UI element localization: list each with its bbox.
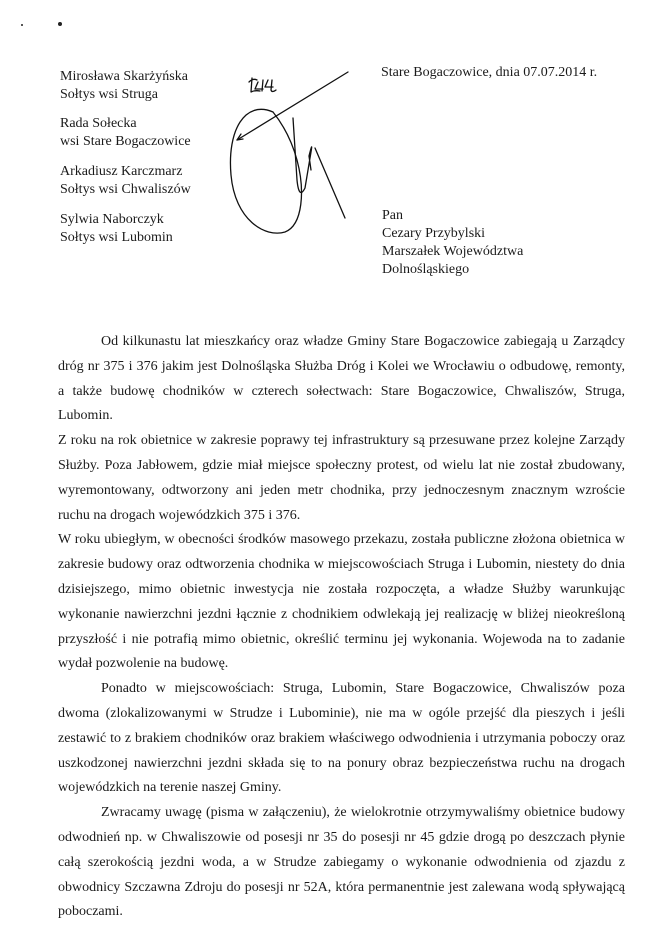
letter-body xyxy=(58,330,625,925)
recipient-position-cont: Dolnośląskiego xyxy=(382,262,470,277)
sender-title: Sołtys wsi Lubomin xyxy=(60,230,173,245)
sender-block-chwaliszow xyxy=(60,163,191,199)
paragraph: Ponadto w miejscowościach: Struga, Lubomin, Stare Bogaczowice, Chwaliszów poza dwoma (zlokalizowanymi w Strudze i Lubominie), nie ma w ogóle przejść dla pieszych i jeśli zestawić to z brakiem chodników oraz brakiem właściwego odwodnienia i utrzymania poboczy oraz uszkodzonej nawierzchni jezdni składa się to na ponury obraz bezpieczeństwa ruchu na drogach wojewódzkich na terenie naszej Gminy. xyxy=(58,681,625,796)
sender-name: Mirosława Skarżyńska xyxy=(60,69,188,84)
sender-name: Sylwia Naborczyk xyxy=(60,212,164,227)
recipient-name: Cezary Przybylski xyxy=(382,226,486,241)
sender-block-struga xyxy=(60,68,188,104)
recipient-salutation: Pan xyxy=(382,208,403,223)
sender-block-rada-solecka xyxy=(60,115,191,151)
paragraph: Z roku na rok obietnice w zakresie poprawy tej infrastruktury są przesuwane przez kolejne Zarządy Służby. Poza Jabłowem, gdzie miał miejsce społeczny protest, od wielu lat nie został zbudowany, wyremontowany, odtworzony ani jeden metr chodnika, przy jednoczesnym znacznym wzroście ruchu na drogach wojewódzkich 375 i 376. xyxy=(58,433,625,523)
sender-title: wsi Stare Bogaczowice xyxy=(60,134,191,149)
scan-speck xyxy=(21,24,23,26)
paragraph: Zwracamy uwagę (pisma w załączeniu), że wielokrotnie otrzymywaliśmy obietnice budowy odwodnień np. w Chwaliszowie od posesji nr 35 do posesji nr 45 gdzie drogą po deszczach płynie całą szerokością jezdni woda, a w Strudze zabiegamy o wykonanie odwodnienia od zjazdu z obwodnicy Szczawna Zdroju do posesji nr 52A, która permanentnie jest zalewana wodą spływającą poboczami. xyxy=(58,805,625,920)
paragraph: Od kilkunastu lat mieszkańcy oraz władze Gminy Stare Bogaczowice zabiegają u Zarządcy dróg nr 375 i 376 jakim jest Dolnośląska Służba Dróg i Kolei we Wrocławiu o odbudowę, remonty, a także budowę chodników w czterech sołectwach: Stare Bogaczowice, Chwaliszów, Struga, Lubomin. xyxy=(58,334,625,424)
recipient-position: Marszałek Województwa xyxy=(382,244,524,259)
sender-name: Rada Sołecka xyxy=(60,116,137,131)
sender-title: Sołtys wsi Struga xyxy=(60,87,159,102)
sender-title: Sołtys wsi Chwaliszów xyxy=(60,182,191,197)
sender-block-lubomin xyxy=(60,211,173,247)
place-and-date: Stare Bogaczowice, dnia 07.07.2014 r. xyxy=(381,65,598,80)
paragraph: W roku ubiegłym, w obecności środków masowego przekazu, została publiczne złożona obietnica w zakresie budowy oraz odtworzenia chodnika w miejscowościach Struga i Lubomin, niestety do dnia dzisiejszego, mimo obietnic inwestycja nie została rozpoczęta, a władze Służby warunkując wykonanie nawierzchni jezdni łącznie z chodnikiem odwlekają jej realizację w bliżej nieokreśloną przyszłość i nie potrafią mimo obietnic, określić terminu jej wykonania. Wojewoda na to zadanie wydał pozwolenie na budowę. xyxy=(58,532,625,672)
handwritten-signature xyxy=(225,60,365,245)
scan-speck xyxy=(58,22,62,26)
sender-name: Arkadiusz Karczmarz xyxy=(60,164,183,179)
recipient-block xyxy=(382,207,523,279)
